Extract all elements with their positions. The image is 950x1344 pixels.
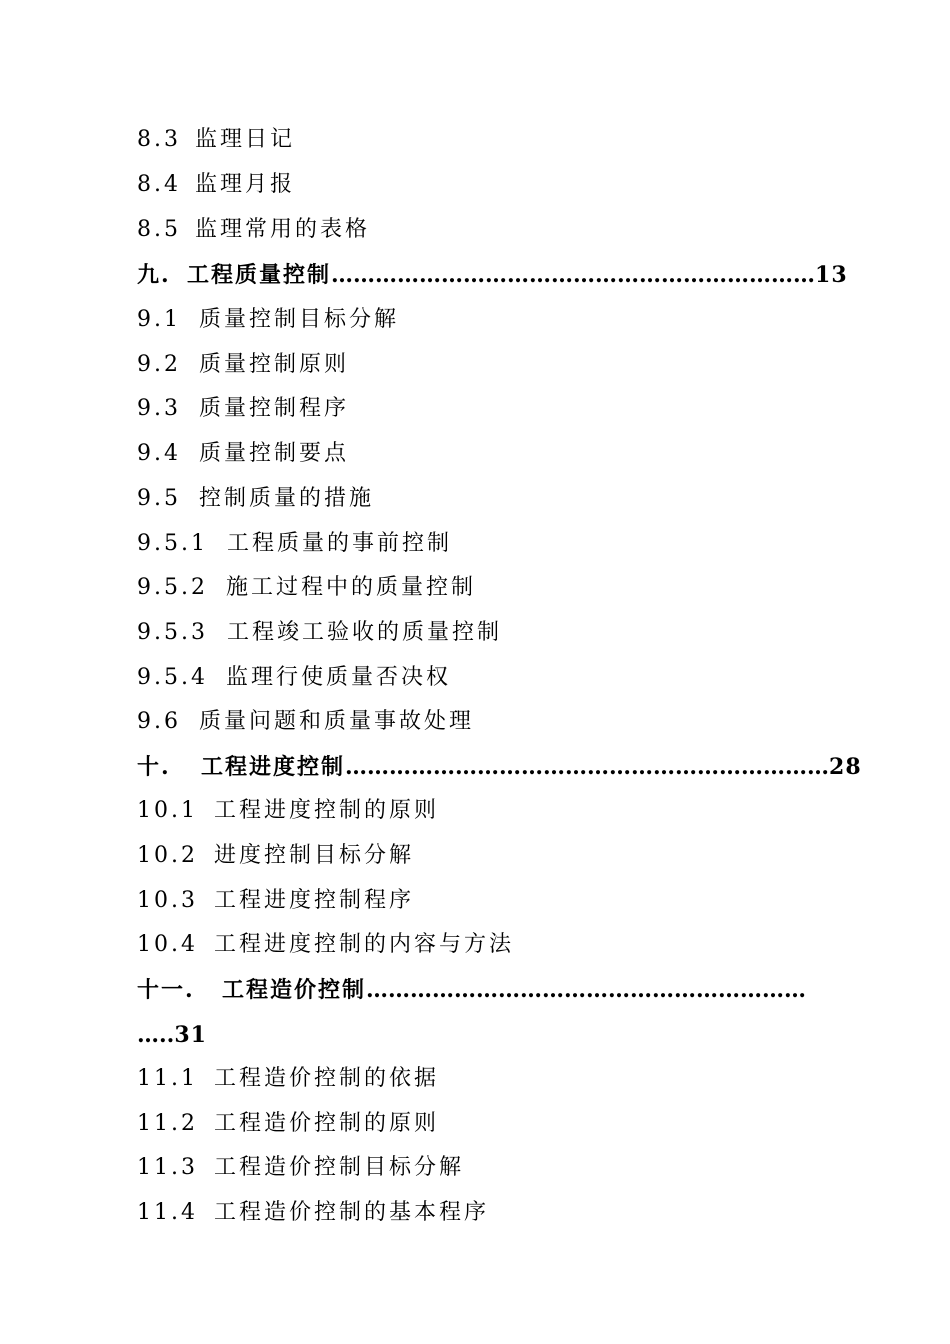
toc-number: 8.3 — [137, 127, 181, 152]
toc-entry-9-1 — [137, 305, 399, 335]
toc-number: 9.2 — [137, 352, 181, 377]
toc-entry-9-5-4 — [137, 663, 451, 693]
toc-chapter-title: 工程质量控制 — [187, 262, 332, 288]
toc-title: 工程造价控制的依据 — [214, 1066, 440, 1091]
toc-title: 监理月报 — [195, 172, 296, 197]
toc-title: 质量控制要点 — [199, 441, 350, 466]
toc-heading-11-continued — [137, 1020, 207, 1050]
toc-title: 工程进度控制的原则 — [214, 798, 440, 823]
toc-entry-9-4 — [137, 439, 349, 469]
toc-entry-9-3 — [137, 394, 349, 424]
toc-chapter-number: 十一. — [137, 977, 195, 1003]
toc-page-number: 31 — [174, 1022, 207, 1048]
toc-title: 质量控制程序 — [199, 396, 350, 421]
toc-number: 9.4 — [137, 441, 181, 466]
toc-title: 工程进度控制的内容与方法 — [214, 932, 515, 957]
toc-number: 9.1 — [137, 307, 181, 332]
toc-entry-11-1 — [137, 1064, 439, 1094]
toc-entry-8-3 — [137, 125, 295, 155]
toc-entry-8-4 — [137, 170, 295, 200]
toc-page-number: 13 — [815, 262, 848, 288]
toc-chapter-number: 九. — [137, 262, 171, 288]
toc-number: 9.6 — [137, 709, 181, 734]
toc-entry-10-4 — [137, 930, 514, 960]
toc-entry-11-4 — [137, 1198, 489, 1228]
toc-number: 11.1 — [137, 1066, 198, 1091]
toc-title: 工程造价控制目标分解 — [214, 1155, 465, 1180]
toc-title: 进度控制目标分解 — [214, 843, 415, 868]
toc-title: 监理行使质量否决权 — [226, 665, 452, 690]
toc-entry-8-5 — [137, 215, 370, 245]
toc-number: 9.5 — [137, 486, 181, 511]
toc-title: 监理日记 — [195, 127, 296, 152]
toc-chapter-title: 工程造价控制 — [222, 977, 367, 1003]
toc-chapter-title: 工程进度控制 — [201, 754, 346, 780]
toc-entry-9-2 — [137, 350, 349, 380]
toc-title: 施工过程中的质量控制 — [226, 575, 477, 600]
toc-heading-10 — [137, 752, 862, 782]
toc-title: 控制质量的措施 — [199, 486, 375, 511]
toc-heading-11 — [137, 975, 806, 1005]
toc-entry-10-2 — [137, 841, 414, 871]
toc-title: 质量控制目标分解 — [199, 307, 400, 332]
toc-title: 监理常用的表格 — [195, 217, 371, 242]
toc-title: 工程进度控制程序 — [214, 888, 415, 913]
toc-number: 11.2 — [137, 1111, 198, 1136]
toc-number: 10.3 — [137, 888, 198, 913]
toc-number: 8.5 — [137, 217, 181, 242]
toc-number: 10.1 — [137, 798, 198, 823]
toc-title: 质量问题和质量事故处理 — [199, 709, 475, 734]
toc-number: 10.2 — [137, 843, 198, 868]
toc-number: 10.4 — [137, 932, 198, 957]
toc-entry-9-6 — [137, 707, 474, 737]
toc-entry-9-5-1 — [137, 529, 452, 559]
toc-entry-11-2 — [137, 1109, 439, 1139]
toc-number: 9.5.2 — [137, 575, 208, 600]
toc-number: 11.3 — [137, 1155, 198, 1180]
toc-title: 工程质量的事前控制 — [227, 531, 453, 556]
toc-entry-10-1 — [137, 796, 439, 826]
toc-leader-dots: ………………………………………………………… — [331, 262, 816, 288]
toc-entry-9-5-3 — [137, 618, 502, 648]
toc-title: 工程竣工验收的质量控制 — [227, 620, 503, 645]
toc-number: 9.5.3 — [137, 620, 208, 645]
toc-entry-11-3 — [137, 1153, 464, 1183]
toc-entry-10-3 — [137, 886, 414, 916]
toc-number: 9.5.1 — [137, 531, 208, 556]
toc-number: 8.4 — [137, 172, 181, 197]
toc-leader-dots: ….. — [137, 1022, 175, 1048]
toc-leader-dots: …………………………………………………… — [366, 977, 807, 1003]
toc-chapter-number: 十. — [137, 754, 171, 780]
toc-title: 工程造价控制的基本程序 — [214, 1200, 490, 1225]
toc-heading-9 — [137, 260, 848, 290]
toc-number: 9.3 — [137, 396, 181, 421]
toc-number: 9.5.4 — [137, 665, 208, 690]
toc-title: 工程造价控制的原则 — [214, 1111, 440, 1136]
toc-title: 质量控制原则 — [199, 352, 350, 377]
toc-page-number: 28 — [829, 754, 862, 780]
toc-entry-9-5-2 — [137, 573, 476, 603]
toc-leader-dots: ………………………………………………………… — [345, 754, 830, 780]
toc-number: 11.4 — [137, 1200, 198, 1225]
toc-entry-9-5 — [137, 484, 374, 514]
